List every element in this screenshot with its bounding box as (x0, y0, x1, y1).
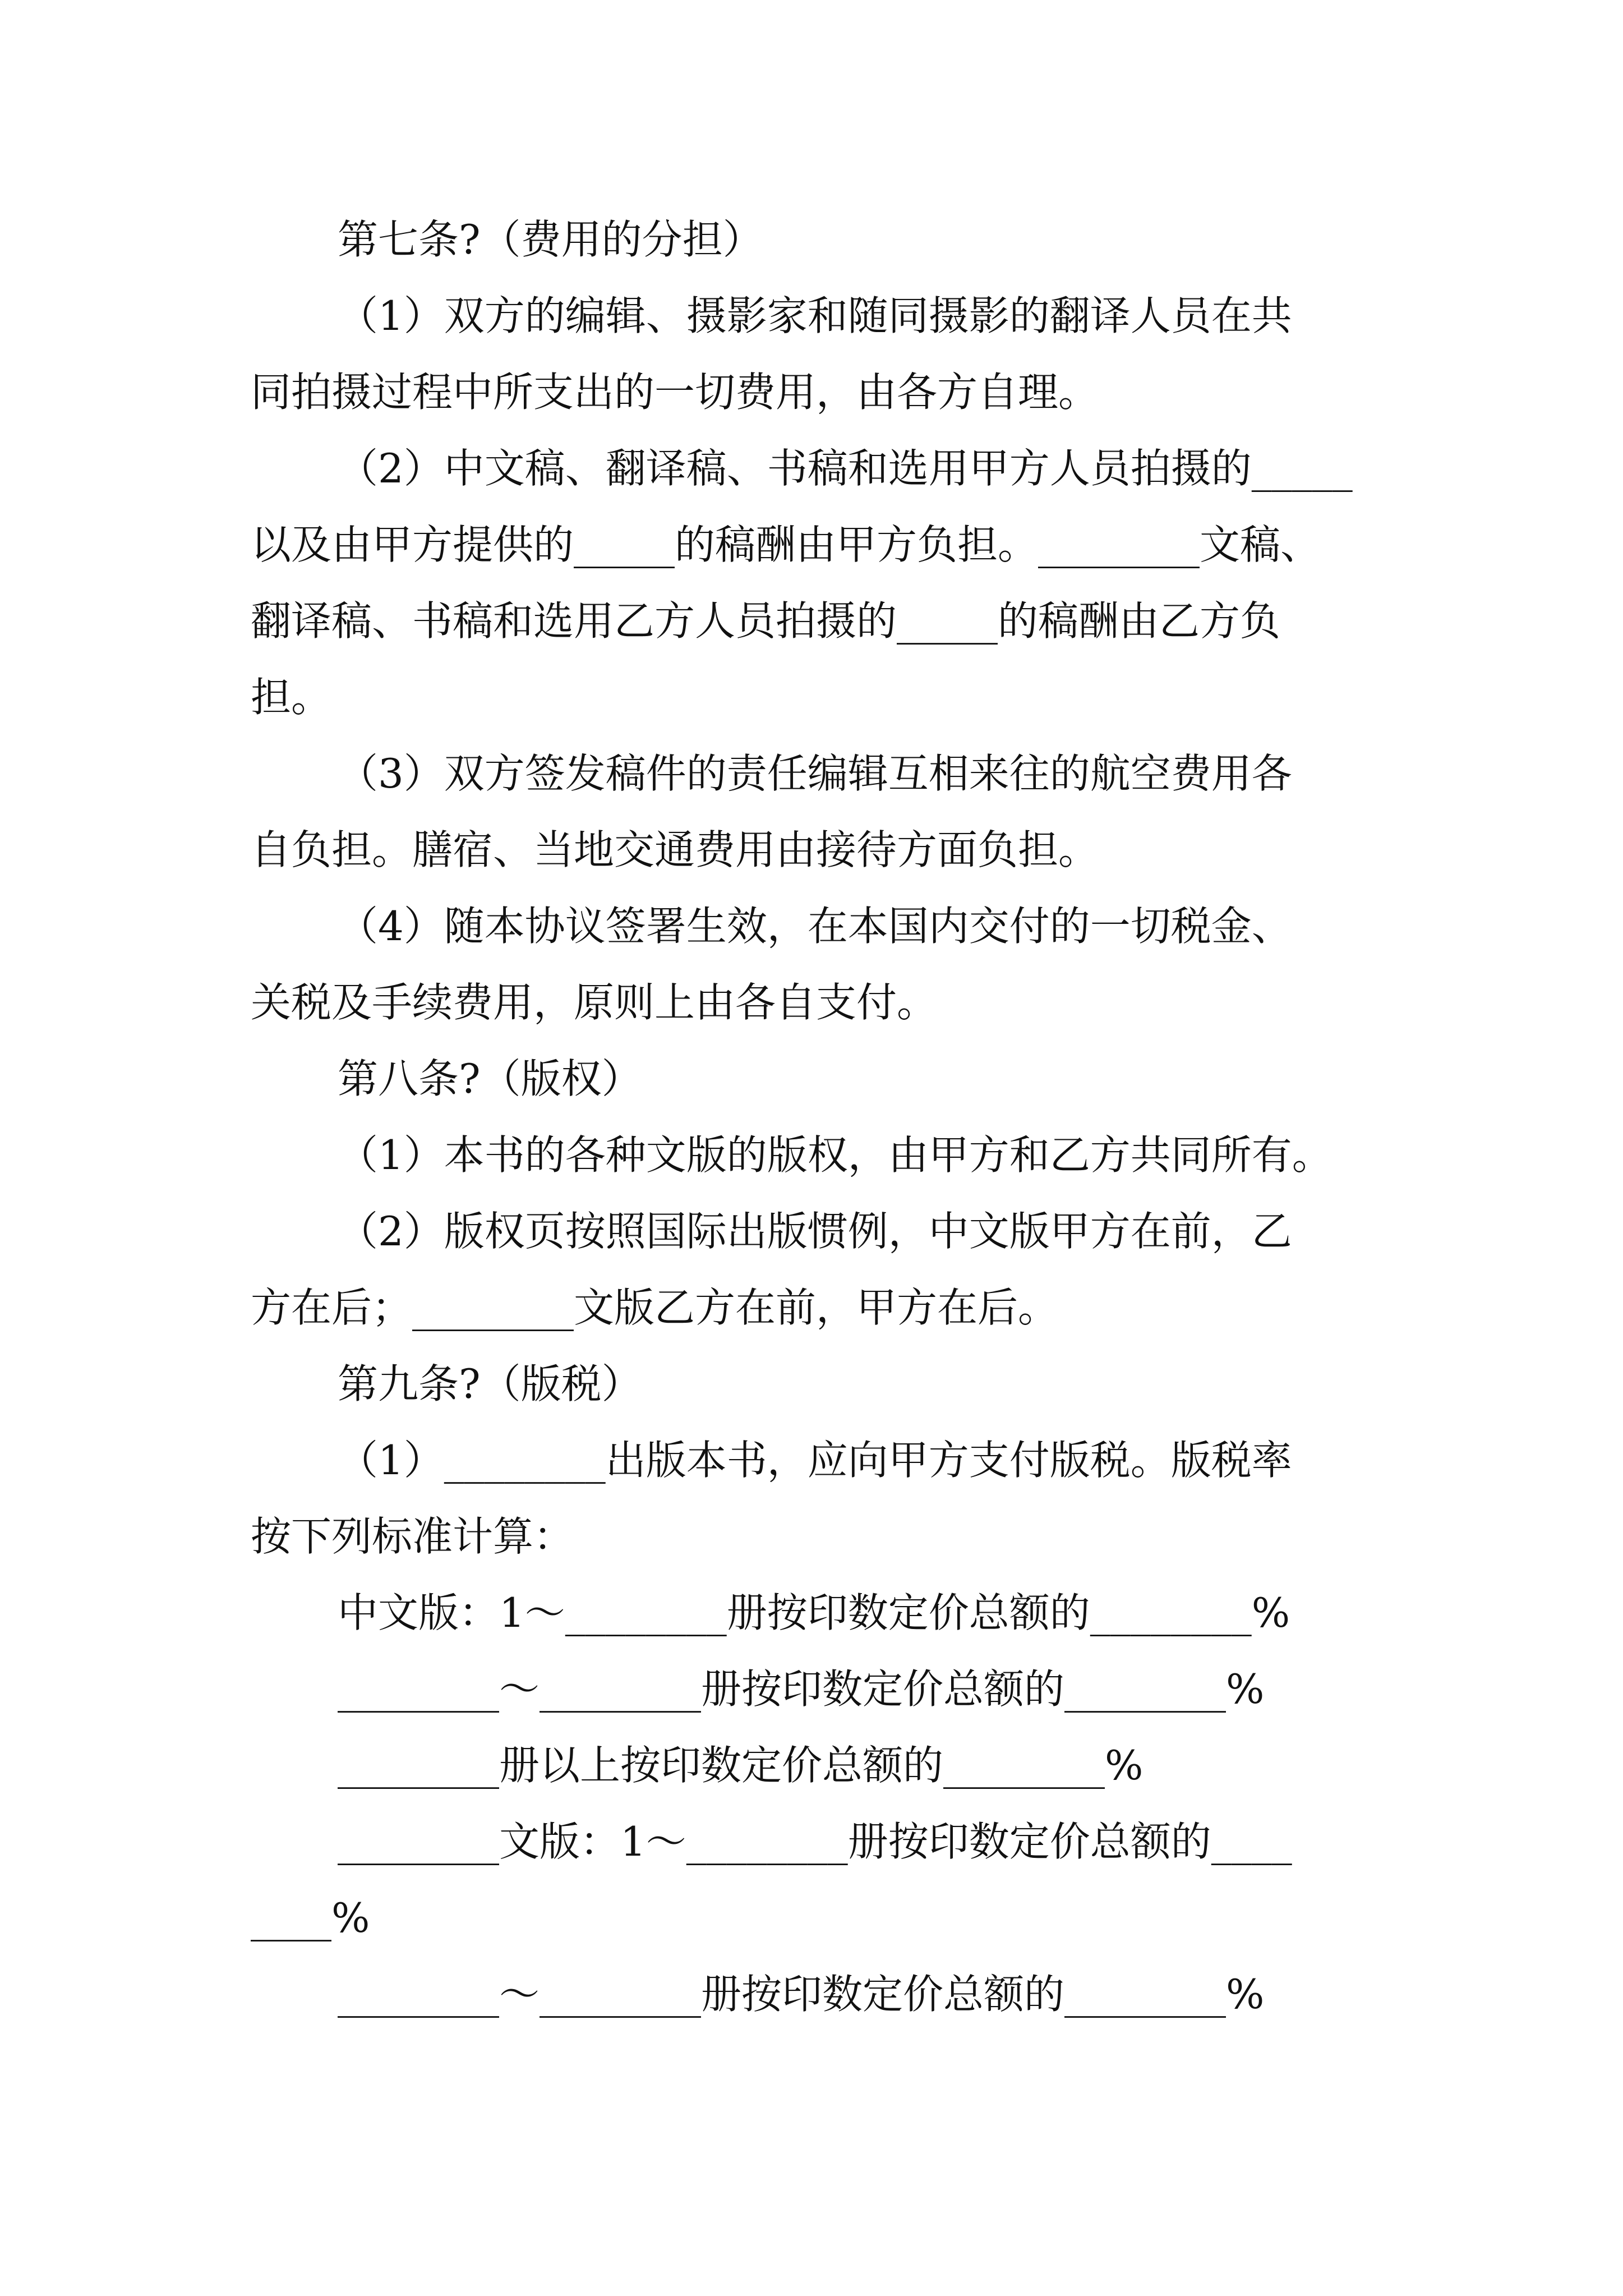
article-9-clause-1-b: 按下列标准计算： (251, 1513, 574, 1560)
royalty-chinese-tier-3: ________册以上按印数定价总额的________% (338, 1742, 1144, 1789)
article-7-clause-2-b: 以及由甲方提供的_____的稿酬由甲方负担。________文稿、 (251, 521, 1321, 568)
article-8-clause-1: （1）本书的各种文版的版权，由甲方和乙方共同所有。 (338, 1131, 1332, 1179)
article-9-heading: 第九条?（版税） (338, 1360, 642, 1407)
article-7-clause-3-b: 自负担。膳宿、当地交通费用由接待方面负担。 (251, 826, 1099, 873)
royalty-chinese-tier-1: 中文版：1～________册按印数定价总额的________% (338, 1589, 1290, 1636)
article-7-clause-1-b: 同拍摄过程中所支出的一切费用，由各方自理。 (251, 369, 1099, 416)
article-7-clause-3-a: （3）双方签发稿件的责任编辑互相来往的航空费用各 (338, 750, 1292, 797)
article-7-clause-4-a: （4）随本协议签署生效，在本国内交付的一切税金、 (338, 903, 1292, 950)
article-8-clause-2-a: （2）版权页按照国际出版惯例，中文版甲方在前，乙 (338, 1208, 1292, 1255)
royalty-foreign-tier-1-a: ________文版：1～________册按印数定价总额的____ (338, 1818, 1292, 1865)
royalty-foreign-tier-1-b: ____% (251, 1894, 370, 1941)
article-7-clause-2-d: 担。 (251, 674, 332, 721)
article-8-heading: 第八条?（版权） (338, 1055, 642, 1102)
royalty-chinese-tier-2: ________～________册按印数定价总额的________% (338, 1665, 1265, 1713)
article-7-clause-4-b: 关税及手续费用，原则上由各自支付。 (251, 979, 938, 1026)
article-7-clause-2-c: 翻译稿、书稿和选用乙方人员拍摄的_____的稿酬由乙方负 (251, 597, 1281, 645)
article-9-clause-1-a: （1）________出版本书，应向甲方支付版税。版税率 (338, 1437, 1292, 1484)
article-8-clause-2-b: 方在后；________文版乙方在前，甲方在后。 (251, 1284, 1059, 1331)
article-7-clause-2-a: （2）中文稿、翻译稿、书稿和选用甲方人员拍摄的_____ (338, 445, 1353, 492)
article-7-clause-1-a: （1）双方的编辑、摄影家和随同摄影的翻译人员在共 (338, 292, 1292, 339)
royalty-foreign-tier-2: ________～________册按印数定价总额的________% (338, 1971, 1265, 2018)
article-7-heading: 第七条?（费用的分担） (338, 216, 763, 263)
